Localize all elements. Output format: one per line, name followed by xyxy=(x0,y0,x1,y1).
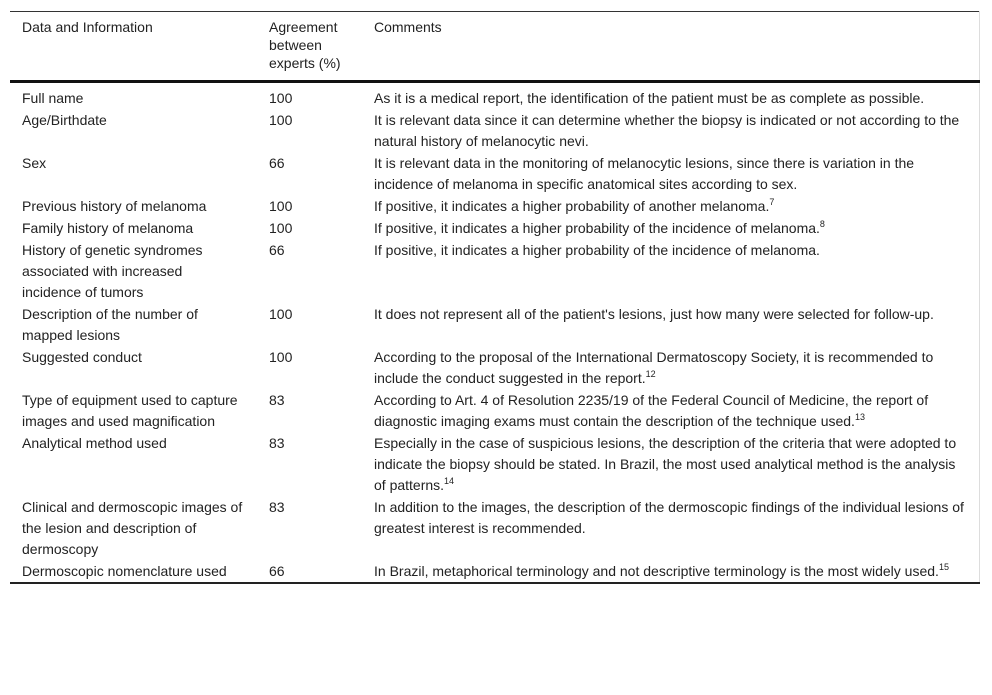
header-data-information: Data and Information xyxy=(10,12,257,82)
table-row xyxy=(10,432,980,496)
cell-agreement-text: 83 xyxy=(269,392,285,408)
cell-agreement xyxy=(257,109,362,152)
cell-comment xyxy=(362,346,980,389)
cell-agreement-text: 66 xyxy=(269,563,285,579)
cell-item xyxy=(10,389,257,432)
table-row xyxy=(10,560,980,583)
cell-agreement xyxy=(257,195,362,217)
cell-agreement-text: 100 xyxy=(269,306,293,322)
cell-comment-text: It is relevant data in the monitoring of melanocytic lesions, since there is variation in the incidence of melanoma in specific anatomical sites according to sex. xyxy=(374,155,915,192)
cell-item xyxy=(10,346,257,389)
cell-agreement xyxy=(257,389,362,432)
cell-agreement-text: 66 xyxy=(269,242,285,258)
cell-item-text: Dermoscopic nomenclature used xyxy=(22,563,227,579)
cell-comment-text: In Brazil, metaphorical terminology and not descriptive terminology is the most widely used. xyxy=(374,563,939,579)
cell-agreement-text: 66 xyxy=(269,155,285,171)
data-table xyxy=(10,11,980,584)
cell-agreement xyxy=(257,432,362,496)
cell-agreement xyxy=(257,152,362,195)
cell-agreement-text: 100 xyxy=(269,349,293,365)
cell-agreement xyxy=(257,239,362,303)
cell-comment-text: It does not represent all of the patient's lesions, just how many were selected for follow-up. xyxy=(374,306,934,322)
reference-superscript[interactable]: 8 xyxy=(819,219,825,229)
cell-agreement-text: 83 xyxy=(269,499,285,515)
cell-item xyxy=(10,239,257,303)
table-row xyxy=(10,109,980,152)
cell-comment-text: If positive, it indicates a higher probability of the incidence of melanoma. xyxy=(374,242,820,258)
cell-item xyxy=(10,432,257,496)
table-row xyxy=(10,82,980,110)
cell-item-text: Previous history of melanoma xyxy=(22,198,207,214)
cell-agreement xyxy=(257,303,362,346)
table-row xyxy=(10,239,980,303)
cell-agreement-text: 100 xyxy=(269,90,293,106)
cell-item-text: Full name xyxy=(22,90,84,106)
reference-superscript[interactable]: 14 xyxy=(444,476,455,486)
cell-item xyxy=(10,109,257,152)
cell-comment xyxy=(362,432,980,496)
table-row xyxy=(10,217,980,239)
cell-agreement xyxy=(257,496,362,560)
header-row xyxy=(10,12,980,82)
cell-item-text: Analytical method used xyxy=(22,435,167,451)
cell-agreement-text: 83 xyxy=(269,435,285,451)
cell-comment xyxy=(362,195,980,217)
table-row xyxy=(10,152,980,195)
cell-item xyxy=(10,560,257,583)
cell-agreement xyxy=(257,82,362,110)
table-row xyxy=(10,303,980,346)
cell-comment xyxy=(362,109,980,152)
cell-agreement xyxy=(257,560,362,583)
cell-agreement xyxy=(257,217,362,239)
cell-comment-text: According to the proposal of the International Dermatoscopy Society, it is recommended to include the conduct suggested in the report. xyxy=(374,349,934,386)
data-table-container xyxy=(10,11,980,584)
cell-comment xyxy=(362,239,980,303)
cell-comment xyxy=(362,303,980,346)
cell-comment xyxy=(362,152,980,195)
cell-agreement-text: 100 xyxy=(269,112,293,128)
reference-superscript[interactable]: 13 xyxy=(854,412,865,422)
cell-comment xyxy=(362,217,980,239)
cell-item-text: Clinical and dermoscopic images of the lesion and description of dermoscopy xyxy=(22,499,243,557)
table-row xyxy=(10,496,980,560)
header-comments: Comments xyxy=(362,12,980,82)
header-agreement: Agreement between experts (%) xyxy=(257,12,362,82)
cell-item xyxy=(10,496,257,560)
reference-superscript[interactable]: 12 xyxy=(645,369,656,379)
cell-agreement xyxy=(257,346,362,389)
table-row xyxy=(10,346,980,389)
cell-item xyxy=(10,195,257,217)
cell-comment-text: According to Art. 4 of Resolution 2235/19 of the Federal Council of Medicine, the report of diagnostic imaging exams must contain the description of the technique used. xyxy=(374,392,929,429)
table-row xyxy=(10,389,980,432)
cell-comment-text: As it is a medical report, the identification of the patient must be as complete as possible. xyxy=(374,90,925,106)
cell-item xyxy=(10,303,257,346)
cell-agreement-text: 100 xyxy=(269,220,293,236)
reference-superscript[interactable]: 15 xyxy=(938,562,949,572)
cell-item-text: Sex xyxy=(22,155,47,171)
cell-comment xyxy=(362,560,980,583)
cell-item xyxy=(10,217,257,239)
cell-item-text: History of genetic syndromes associated with increased incidence of tumors xyxy=(22,242,203,300)
reference-superscript[interactable]: 7 xyxy=(769,197,775,207)
cell-comment xyxy=(362,82,980,110)
cell-comment-text: In addition to the images, the description of the dermoscopic findings of the individual lesions of greatest interest is recommended. xyxy=(374,499,964,536)
cell-item-text: Type of equipment used to capture images and used magnification xyxy=(22,392,238,429)
cell-comment-text: If positive, it indicates a higher probability of the incidence of melanoma. xyxy=(374,220,820,236)
cell-item xyxy=(10,152,257,195)
cell-comment-text: Especially in the case of suspicious lesions, the description of the criteria that were adopted to indicate the biopsy should be stated. In Brazil, the most used analytical method is the analysis of patterns. xyxy=(374,435,957,493)
table-row xyxy=(10,195,980,217)
cell-item-text: Description of the number of mapped lesions xyxy=(22,306,198,343)
cell-comment-text: If positive, it indicates a higher probability of another melanoma. xyxy=(374,198,770,214)
cell-item-text: Suggested conduct xyxy=(22,349,142,365)
cell-item-text: Family history of melanoma xyxy=(22,220,194,236)
cell-comment-text: It is relevant data since it can determine whether the biopsy is indicated or not according to the natural history of melanocytic nevi. xyxy=(374,112,960,149)
cell-item xyxy=(10,82,257,110)
cell-comment xyxy=(362,496,980,560)
cell-agreement-text: 100 xyxy=(269,198,293,214)
cell-comment xyxy=(362,389,980,432)
cell-item-text: Age/Birthdate xyxy=(22,112,107,128)
